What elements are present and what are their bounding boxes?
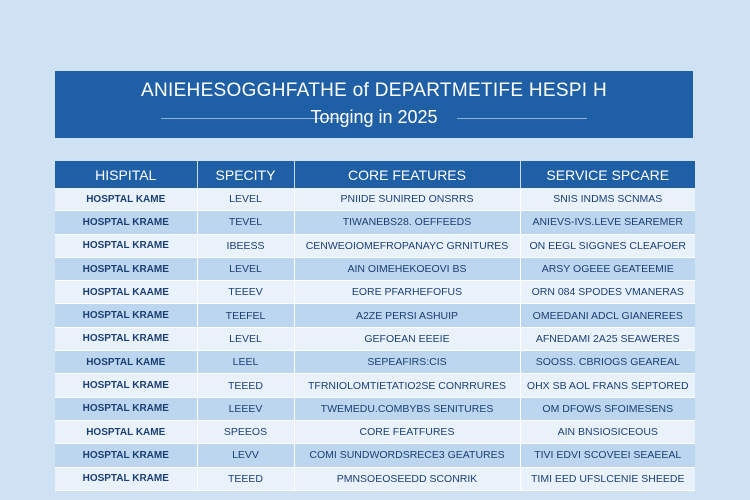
table-row	[55, 211, 695, 234]
service-scope-cell: ORN 084 SPODES VMANERAS	[520, 281, 695, 304]
table-row	[55, 467, 695, 490]
hospital-cell: HOSPTAL KRAME	[55, 211, 197, 234]
table-row	[55, 234, 695, 257]
core-features-cell: TFRNIOLOMTIETATIO2SE CONRRURES	[294, 374, 520, 397]
hospital-cell: HOSPTAL KRAME	[55, 257, 197, 280]
column-header-core-features: CORE FEATURES	[294, 161, 520, 188]
hospital-table	[55, 161, 695, 491]
service-scope-cell: OMEEDANI ADCL GIANEREES	[520, 304, 695, 327]
core-features-cell: TWEMEDU.COMBYBS SENITURES	[294, 397, 520, 420]
specialty-cell: IBEESS	[197, 234, 294, 257]
hospital-cell: HOSPTAL KRAME	[55, 374, 197, 397]
page-banner	[55, 71, 693, 138]
service-scope-cell: AIN BNSIOSICEOUS	[520, 420, 695, 443]
core-features-cell: CORE FEATFURES	[294, 420, 520, 443]
specialty-cell: LEEEV	[197, 397, 294, 420]
specialty-cell: SPEEOS	[197, 420, 294, 443]
core-features-cell: A2ZE PERSI ASHUIP	[294, 304, 520, 327]
service-scope-cell: TIVI EDVI SCOVEEI SEAEEAL	[520, 444, 695, 467]
core-features-cell: SEPEAFIRS:CIS	[294, 351, 520, 374]
column-header-specialty: SPECITY	[197, 161, 294, 188]
specialty-cell: LEVEL	[197, 188, 294, 211]
service-scope-cell: OM DFOWS SFOIMESENS	[520, 397, 695, 420]
table-row	[55, 281, 695, 304]
specialty-cell: LEVEL	[197, 257, 294, 280]
column-header-hospital: HISPITAL	[55, 161, 197, 188]
specialty-cell: LEVV	[197, 444, 294, 467]
subtitle-rule-right	[457, 118, 587, 119]
specialty-cell: TEEEV	[197, 281, 294, 304]
service-scope-cell: ON EEGL SIGGNES CLEAFOER	[520, 234, 695, 257]
page-subtitle: Tonging in 2025	[310, 107, 438, 127]
core-features-cell: EORE PFARHEFOFUS	[294, 281, 520, 304]
table-row	[55, 327, 695, 350]
hospital-cell: HOSPTAL KRAME	[55, 304, 197, 327]
core-features-cell: PNIIDE SUNIRED ONSRRS	[294, 188, 520, 211]
service-scope-cell: TIMI EED UFSLCENIE SHEEDE	[520, 467, 695, 490]
specialty-cell: TEEFEL	[197, 304, 294, 327]
core-features-cell: AIN OIMEHEKOEOVI BS	[294, 257, 520, 280]
core-features-cell: COMI SUNDWORDSRECE3 GEATURES	[294, 444, 520, 467]
hospital-cell: HOSPTAL KRAME	[55, 397, 197, 420]
core-features-cell: PMNSOEOSEEDD SCONRIK	[294, 467, 520, 490]
service-scope-cell: OHX SB AOL FRANS SEPTORED	[520, 374, 695, 397]
table-row	[55, 304, 695, 327]
specialty-cell: TEEED	[197, 467, 294, 490]
specialty-cell: LEVEL	[197, 327, 294, 350]
table-header-row	[55, 161, 695, 188]
service-scope-cell: ANIEVS-IVS.LEVE SEAREMER	[520, 211, 695, 234]
column-header-service-scope: SERVICE SPCARE	[520, 161, 695, 188]
service-scope-cell: ARSY OGEEE GEATEEMIE	[520, 257, 695, 280]
hospital-cell: HOSPTAL KRAME	[55, 444, 197, 467]
table-row	[55, 257, 695, 280]
core-features-cell: GEFOEAN EEEIE	[294, 327, 520, 350]
specialty-cell: TEEED	[197, 374, 294, 397]
service-scope-cell: SNIS INDMS SCNMAS	[520, 188, 695, 211]
core-features-cell: TIWANEBS28. OEFFEEDS	[294, 211, 520, 234]
table-row	[55, 188, 695, 211]
table-row	[55, 397, 695, 420]
table-row	[55, 420, 695, 443]
hospital-cell: HOSPTAL KAME	[55, 420, 197, 443]
hospital-cell: HOSPTAL KRAME	[55, 467, 197, 490]
hospital-cell: HOSPTAL KAME	[55, 188, 197, 211]
table-row	[55, 351, 695, 374]
hospital-cell: HOSPTAL KAME	[55, 351, 197, 374]
table-body	[55, 188, 695, 490]
service-scope-cell: SOOSS. CBRIOGS GEAREAL	[520, 351, 695, 374]
specialty-cell: LEEL	[197, 351, 294, 374]
hospital-cell: HOSPTAL KRAME	[55, 327, 197, 350]
hospital-cell: HOSPTAL KAAME	[55, 281, 197, 304]
table-row	[55, 444, 695, 467]
table-row	[55, 374, 695, 397]
hospital-cell: HOSPTAL KRAME	[55, 234, 197, 257]
core-features-cell: CENWEOIOMEFROPANAYC GRNITURES	[294, 234, 520, 257]
page-title: ANIEHESOGGHFATHE of DEPARTMETIFE HESPI H	[141, 80, 607, 101]
specialty-cell: TEVEL	[197, 211, 294, 234]
service-scope-cell: AFNEDAMI 2A25 SEAWERES	[520, 327, 695, 350]
